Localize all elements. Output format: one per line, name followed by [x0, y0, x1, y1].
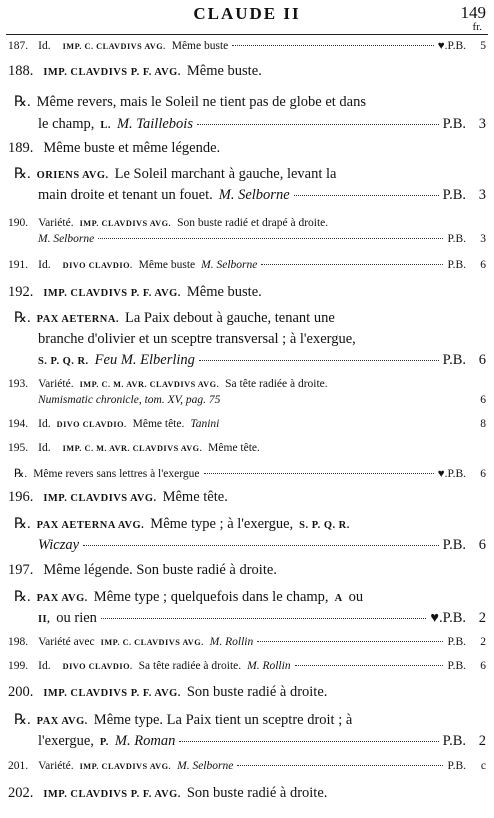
- reverse-entry: ℞. Même revers, mais le Soleil ne tient pas de globe et dans: [14, 94, 367, 110]
- reverse-entry-cont: S. P. Q. R. Feu M. Elberling P.B. 6: [38, 352, 486, 368]
- catalog-entry: 193. Variété. IMP. C. M. AVR. CLAVDIVS AVG. Sa tête radiée à droite.: [8, 378, 328, 390]
- reverse-entry: ℞. PAX AVG. Même type. La Paix tient un sceptre droit ; à: [14, 712, 353, 728]
- reverse-entry: ℞. Même revers sans lettres à l'exergue ♥.P.B. 6: [14, 468, 486, 480]
- reverse-entry: ℞. PAX AETERNA AVG. Même type ; à l'exergue, S. P. Q. R.: [14, 516, 350, 532]
- catalog-entry: 194. Id. DIVO CLAVDIO. Même tête. Tanini 8: [8, 418, 486, 430]
- catalog-entry: 197. Même légende. Son buste radié à droite.: [8, 562, 277, 578]
- catalog-entry: 201. Variété. IMP. CLAVDIVS AVG. M. Selborne P.B. c: [8, 760, 486, 772]
- reverse-entry-cont: Wiczay P.B. 6: [38, 537, 486, 553]
- catalog-entry: 198. Variété avec IMP. C. CLAVDIVS AVG. M. Rollin P.B. 2: [8, 636, 486, 648]
- catalog-entry: 195. Id. IMP. C. M. AVR. CLAVDIVS AVG. Même tête.: [8, 442, 260, 454]
- reverse-entry-cont: main droite et tenant un fouet. M. Selborne P.B. 3: [38, 187, 486, 203]
- reverse-entry-cont: le champ, L. M. Taillebois P.B. 3: [38, 116, 486, 132]
- currency-unit: fr.: [472, 21, 482, 33]
- catalog-entry-cont: M. Selborne P.B. 3: [38, 233, 486, 245]
- page-number: 149: [460, 3, 486, 22]
- reverse-entry-cont: l'exergue, P. M. Roman P.B. 2: [38, 733, 486, 749]
- header-rule: [6, 34, 488, 35]
- catalog-entry: 189. Même buste et même légende.: [8, 140, 221, 156]
- reverse-entry-cont: branche d'olivier et un sceptre transversal ; à l'exergue,: [38, 331, 356, 347]
- running-head: CLAUDE II: [193, 4, 301, 23]
- catalog-entry: 188. IMP. CLAVDIVS P. F. AVG. Même buste.: [8, 63, 262, 79]
- catalog-entry: 187. Id. IMP. C. CLAVDIVS AVG. Même buste ♥.P.B. 5: [8, 40, 486, 52]
- catalog-entry: 192. IMP. CLAVDIVS P. F. AVG. Même buste.: [8, 284, 262, 300]
- catalog-entry: 200. IMP. CLAVDIVS P. F. AVG. Son buste radié à droite.: [8, 684, 328, 700]
- reverse-entry: ℞. ORIENS AVG. Le Soleil marchant à gauche, levant la: [14, 166, 337, 182]
- catalog-entry: 191. Id. DIVO CLAVDIO. Même buste M. Selborne P.B. 6: [8, 259, 486, 271]
- catalog-entry: 199. Id. DIVO CLAVDIO. Sa tête radiée à droite. M. Rollin P.B. 6: [8, 660, 486, 672]
- catalog-entry: 196. IMP. CLAVDIVS AVG. Même tête.: [8, 489, 228, 505]
- catalog-entry: 190. Variété. IMP. CLAVDIVS AVG. Son buste radié et drapé à droite.: [8, 217, 329, 229]
- reverse-entry: ℞. PAX AETERNA. La Paix debout à gauche, tenant une: [14, 310, 335, 326]
- reverse-entry: ℞. PAX AVG. Même type ; quelquefois dans le champ, A ou: [14, 589, 364, 605]
- catalog-entry-cont: Numismatic chronicle, tom. XV, pag. 75 6: [38, 394, 486, 406]
- catalog-entry: 202. IMP. CLAVDIVS P. F. AVG. Son buste radié à droite.: [8, 785, 328, 801]
- reverse-entry-cont: II, ou rien ♥.P.B. 2: [38, 610, 486, 626]
